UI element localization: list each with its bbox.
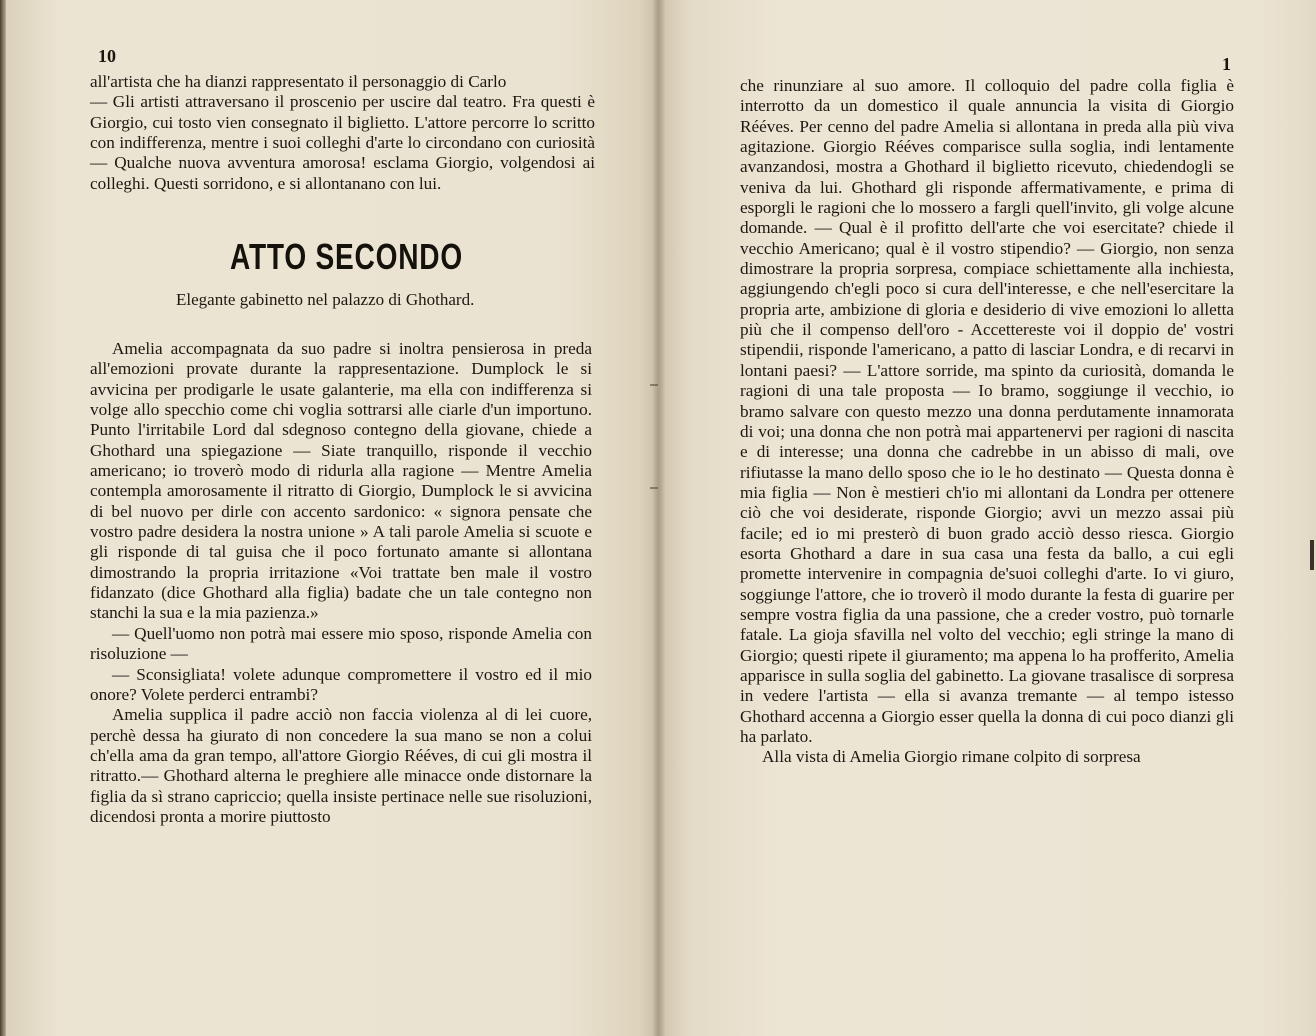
book-gutter <box>652 0 666 1036</box>
dialogue-paragraph: — Sconsigliata! volete adunque compromettere il vostro ed il mio onore? Volete perderci entrambi? <box>90 664 592 704</box>
margin-mark <box>1310 540 1314 570</box>
page-number-right: 1 <box>1222 54 1231 74</box>
intro-paragraph: — Gli artisti attraversano il proscenio per uscire dal teatro. Fra questi è Giorgio, cui tosto vien consegnato il biglietto. L'attore percorre lo scritto con indifferenza, mentre i suoi colleghi d'arte lo circondano con curiosità — Qualche nuova avventura amorosa! esclama Giorgio, volgendosi ai colleghi. Questi sorridono, e si allontanano con lui. <box>90 92 595 193</box>
body-paragraph: Amelia supplica il padre acciò non faccia violenza al di lei cuore, perchè dessa ha giurato di non concedere la sua mano se non a colui ch'ella ama da gran tempo, all'attore Giorgio Rééves, di cui gli mostra il ritratto.— Ghothard alterna le preghiere alle minacce onde distornare la figlia da sì strano capriccio; quella insiste pertinace nelle sue risoluzioni, dicendosi pronta a morire piuttosto <box>90 705 592 826</box>
right-page <box>658 0 1316 1036</box>
body-paragraph: che rinunziare al suo amore. Il colloquio del padre colla figlia è interrotto da un domestico il quale annuncia la visita di Giorgio Rééves. Per cenno del padre Amelia si allontana in preda alla più viva agitazione. Giorgio Rééves comparisce sulla soglia, indi lentamente avanzandosi, mostra a Ghothard il biglietto ricevuto, chiedendogli se veniva da lui. Ghothard gli risponde affermativamente, e prima di esporgli le ragioni che lo mossero a fargli quell'invito, gli volge alcune domande. — Qual è il profitto dell'arte che voi esercitate? chiede il vecchio Americano; qual è il vostro stipendio? — Giorgio, non senza dimostrare la propria sorpresa, compiace schiettamente alla inchiesta, aggiungendo ch'egli poco si cura dell'interesse, e che nell'esercitare la propria arte, ambizione di gloria e desiderio di vive emozioni lo alletta più che il compenso dell'oro - Accettereste voi il doppio de' vostri stipendii, risponde l'americano, a patto di lasciar Londra, e di recarvi in lontani paesi? — L'attore sorride, ma spinto da curiosità, domanda le ragioni di una tale proposta — Io bramo, soggiunge il vecchio, io bramo salvare con questo mezzo una donna perdutamente innamorata di voi; una donna che non potrà mai appartenervi per ragioni di nascita e di interesse; una donna che cadrebbe in un abisso di mali, ove rifiutasse la mano dello sposo che io le ho destinato — Questa donna è mia figlia — Non è mestieri ch'io mi allontani da Londra per ottenere ciò che voi desiderate, risponde Giorgio; avvi un mezzo assai più facile; ed io mi presterò di buon grado acciò desso riesca. Giorgio esorta Ghothard a dare in sua casa una festa da ballo, a cui egli promette intervenire in compagnia de'suoi colleghi d'arte. Io vi giuro, soggiunge l'attore, che io troverò il modo durante la festa di guarire per sempre vostra figlia da una passione, che a creder vostro, può tornarle fatale. La gioja sfavilla nel volto del vecchio; egli stringe la mano di Giorgio; questi ripete il giuramento; ma appena lo ha profferito, Amelia apparisce in sulla soglia del gabinetto. La giovane trasalisce di sorpresa in vedere l'artista — ella si avanza tremante — al tempo istesso Ghothard accenna a Giorgio esser quella la donna di cui poco dianzi gli ha parlato. <box>740 76 1234 746</box>
body-paragraph: Amelia accompagnata da suo padre si inoltra pensierosa in preda all'emozioni provate durante la rappresentazione. Dumplock le si avvicina per prodigarle le usate galanterie, ma ella con indifferenza si volge allo specchio come chi voglia sottrarsi alle ciarle d'un importuno. Punto l'irritabile Lord dal sdegnoso contegno della giovane, chiede a Ghothard una spiegazione — Siate tranquillo, risponde il vecchio americano; io troverò modo di ridurla alla ragione — Mentre Amelia contempla amorosamente il ritratto di Giorgio, Dumplock le si avvicina di bel nuovo per dirle con accento sardonico: « signora pensate che vostro padre desidera la nostra unione » A tali parole Amelia si scuote e gli risponde di tal guisa che il poco fortunato amante si allontana dimostrando la propria irritazione «Voi trattate ben male il vostro fidanzato (dice Ghothard alla figlia) badate che un tale contegno non stanchi la sua e la mia pazienza.» <box>90 339 592 623</box>
right-body-block <box>740 76 1234 768</box>
body-paragraph: Alla vista di Amelia Giorgio rimane colpito di sorpresa <box>762 747 1141 767</box>
dialogue-paragraph: — Quell'uomo non potrà mai essere mio sposo, risponde Amelia con risoluzione — <box>90 623 592 664</box>
left-intro-block <box>90 72 595 194</box>
act-title: ATTO SECONDO <box>230 236 463 277</box>
intro-line: all'artista che ha dianzi rappresentato il personaggio di Carlo <box>90 72 507 91</box>
book-edge <box>0 0 6 1036</box>
left-body-block <box>90 339 592 827</box>
page-number-left: 10 <box>98 46 116 66</box>
scene-description: Elegante gabinetto nel palazzo di Ghothard. <box>176 290 475 309</box>
